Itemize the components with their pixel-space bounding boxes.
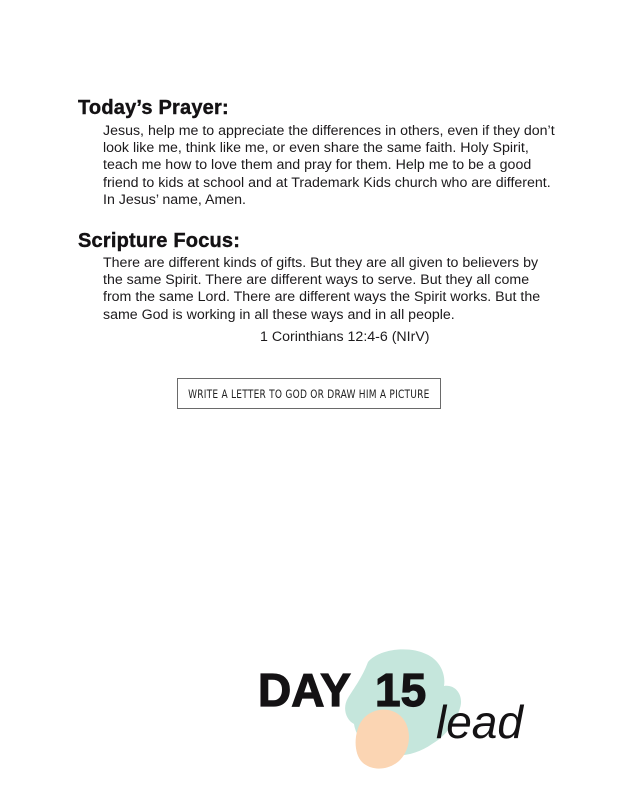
theme-word: lead [436, 696, 523, 748]
day-number: 15 [375, 664, 427, 716]
day-logo-graphic [250, 640, 570, 780]
scripture-line: same God is working in all these ways and in all people. [103, 306, 455, 323]
prayer-line: friend to kids at school and at Trademark Kids church who are different. [103, 174, 551, 191]
scripture-heading: Scripture Focus: [78, 230, 241, 252]
scripture-line: the same Spirit. There are different ways to serve. But they all come [103, 272, 530, 289]
prayer-text [78, 123, 555, 209]
activity-prompt-label: WRITE A LETTER TO GOD OR DRAW HIM A PICTURE [188, 386, 430, 401]
scripture-citation: 1 Corinthians 12:4-6 (NIrV) [260, 329, 430, 345]
prayer-line: Jesus, help me to appreciate the differences in others, even if they don’t [103, 123, 555, 139]
prayer-line: In Jesus’ name, Amen. [103, 191, 246, 208]
prayer-section [78, 96, 555, 209]
scripture-line: There are different kinds of gifts. But they are all given to believers by [103, 255, 539, 271]
activity-prompt-box [177, 378, 441, 409]
day-logo [250, 640, 570, 780]
peach-splash-shape [356, 710, 409, 769]
scripture-section [78, 229, 548, 324]
scripture-text [78, 255, 548, 324]
prayer-heading: Today’s Prayer: [78, 97, 229, 119]
prayer-line: teach me how to love them and pray for them. Help me to be a good [103, 157, 532, 174]
prayer-line: look like me, think like me, or even share the same faith. Holy Spirit, [103, 140, 529, 157]
scripture-line: from the same Lord. There are different ways the Spirit works. But the [103, 289, 541, 306]
day-word: DAY [258, 664, 351, 716]
